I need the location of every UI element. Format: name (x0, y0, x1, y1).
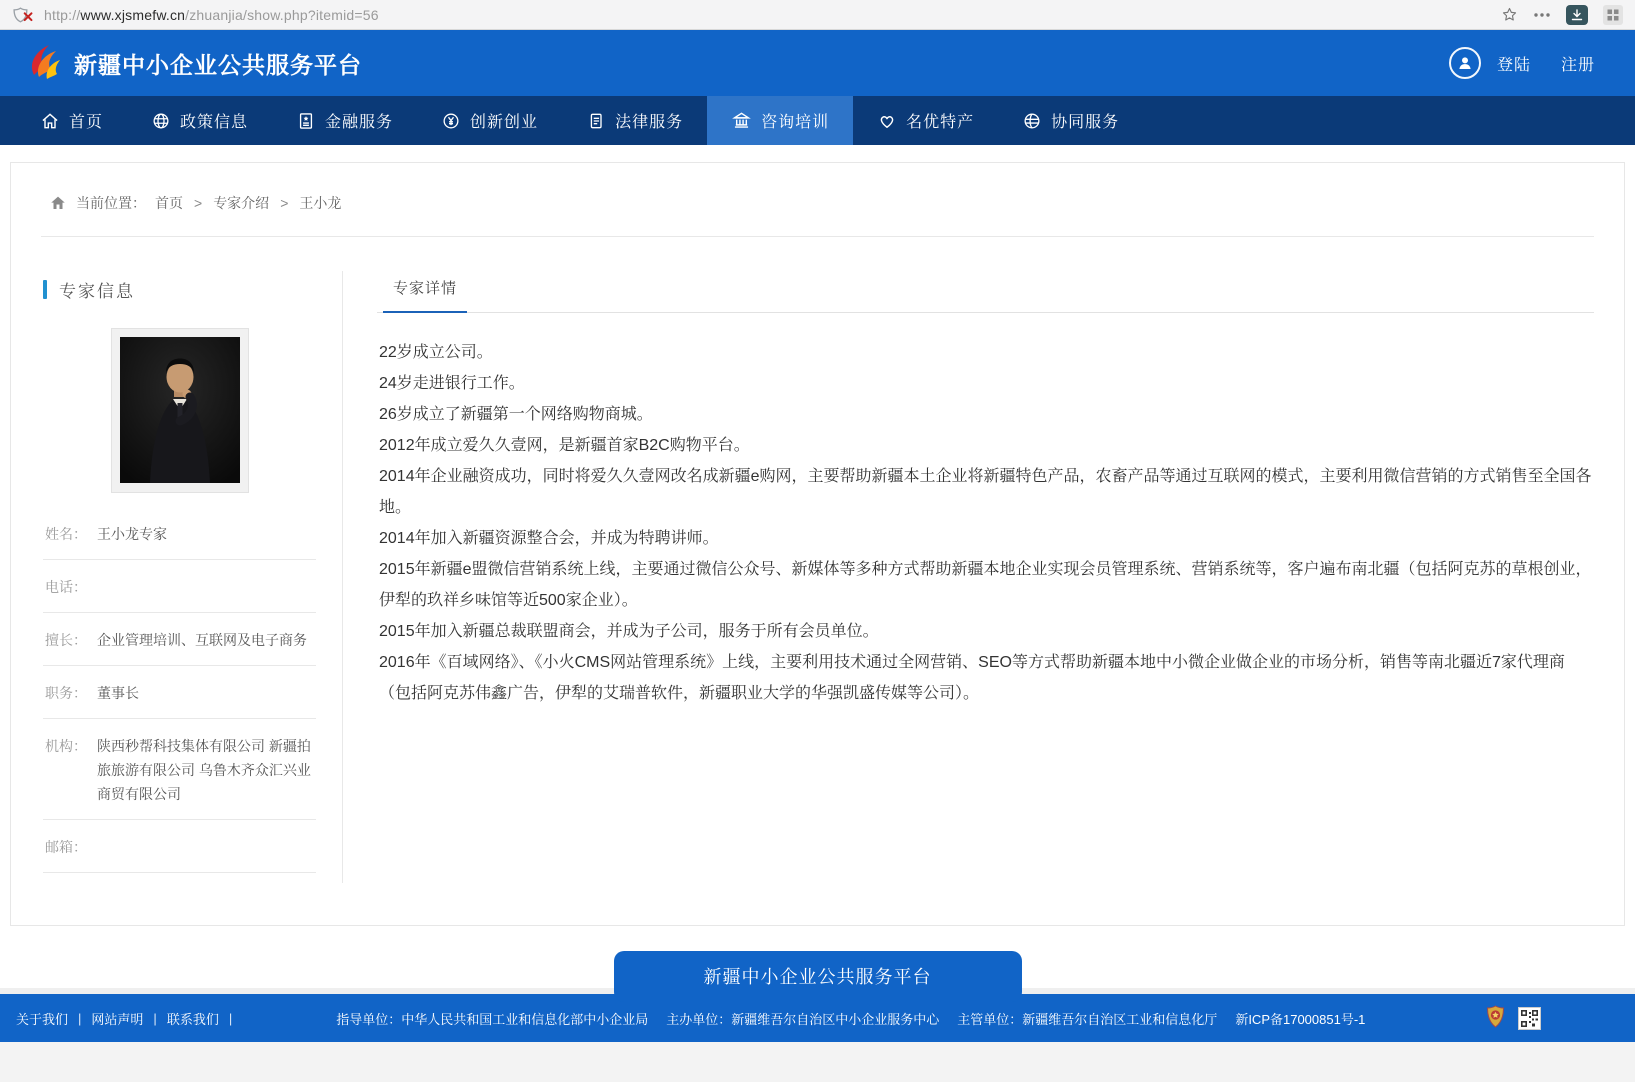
breadcrumb-item-home[interactable]: 首页 (155, 195, 183, 211)
field-email: 邮箱： (43, 820, 316, 873)
accent-bar (43, 280, 47, 299)
footer-links (16, 1009, 232, 1028)
site-logo-flame-icon[interactable] (26, 41, 62, 86)
tab-expert-detail[interactable]: 专家详情 (383, 271, 467, 313)
expert-fields (43, 507, 316, 873)
security-warning-icon[interactable] (12, 6, 34, 24)
yuan-circle-icon (441, 111, 461, 131)
bio-paragraph: 24岁走进银行工作。 (379, 375, 525, 392)
breadcrumb-separator: > (280, 195, 289, 211)
footer-link-statement[interactable]: 网站声明 (91, 1011, 144, 1027)
finance-doc-icon (296, 111, 316, 131)
nav-item-finance-services[interactable] (272, 96, 417, 145)
breadcrumb-home-icon (49, 194, 67, 212)
bio-paragraph: 2014年企业融资成功，同时将爱久久壹网改名成新疆e购网，主要帮助新疆本土企业将新疆特色产品，农畜产品等通过互联网的模式，主要利用微信营销的方式销售至全国各地。 (379, 468, 1592, 516)
field-organization: 机构： 陕西秒帮科技集体有限公司 新疆拍旅旅游有限公司 乌鲁木齐众汇兴业商贸有限公司 (43, 719, 316, 820)
bio-paragraph: 2014年加入新疆资源整合会，并成为特聘讲师。 (379, 530, 719, 547)
nav-label: 金融服务 (325, 114, 394, 131)
browser-actions (1501, 5, 1623, 25)
expert-info-title: 专家信息 (43, 277, 316, 302)
url-path: /zhuanjia/show.php?itemid=56 (185, 6, 379, 23)
bio-paragraph: 2016年《百域网络》、《小火CMS网站管理系统》上线，主要利用技术通过全网营销、SEO等方式帮助新疆本地中小微企业做企业的市场分析，销售等南北疆近7家代理商（包括阿克苏伟鑫广告，伊犁的艾瑞普软件，新疆职业大学的华强凯盛传媒等公司）。 (379, 654, 1565, 702)
more-options-icon[interactable] (1533, 12, 1551, 18)
user-avatar-icon[interactable] (1449, 47, 1481, 79)
apps-grid-icon[interactable] (1603, 5, 1623, 25)
bottom-strip (0, 1042, 1635, 1082)
bio-paragraph: 26岁成立了新疆第一个网络购物商城。 (379, 406, 653, 423)
globe-icon (151, 111, 171, 131)
home-icon (40, 111, 60, 131)
law-doc-icon (586, 111, 606, 131)
url-scheme: http:// (44, 6, 81, 23)
nav-item-home[interactable] (16, 96, 127, 145)
field-phone: 电话： (43, 560, 316, 613)
footer-link-contact[interactable]: 联系我们 (166, 1011, 219, 1027)
field-expertise: 擅长： 企业管理培训、互联网及电子商务 (43, 613, 316, 666)
breadcrumb-separator: > (194, 195, 203, 211)
field-name: 姓名： 王小龙专家 (43, 507, 316, 560)
content-card (10, 162, 1625, 926)
nav-item-consulting-training[interactable] (707, 96, 853, 145)
detail-tab-row (377, 271, 1594, 313)
nav-label: 首页 (69, 114, 104, 131)
breadcrumb-prefix: 当前位置： (76, 195, 146, 211)
heart-icon (877, 111, 897, 131)
footer-icons (1486, 1005, 1619, 1031)
bio-paragraph: 2012年成立爱久久壹网，是新疆首家B2C购物平台。 (379, 437, 750, 454)
nav-item-policy-info[interactable] (127, 96, 272, 145)
expert-biography (377, 313, 1594, 709)
expert-detail-panel (343, 271, 1594, 883)
nav-label: 协同服务 (1051, 114, 1120, 131)
police-badge-icon[interactable] (1486, 1005, 1505, 1031)
breadcrumb-item-experts[interactable]: 专家介绍 (213, 195, 270, 211)
nav-item-specialty-products[interactable] (853, 96, 998, 145)
nav-label: 创新创业 (470, 114, 539, 131)
nav-label: 咨询培训 (761, 114, 830, 131)
breadcrumb-item-current: 王小龙 (299, 195, 342, 211)
footer-info-organizer: 主办单位：新疆维吾尔自治区中小企业服务中心 (666, 1011, 940, 1027)
footer-link-separator: | (228, 1010, 233, 1026)
login-button[interactable]: 登陆 (1496, 56, 1531, 74)
qr-code-icon[interactable] (1518, 1007, 1541, 1030)
site-header (0, 30, 1635, 96)
bio-paragraph: 2015年新疆e盟微信营销系统上线，主要通过微信公众号、新媒体等多种方式帮助新疆本地企业实现会员管理系统、营销系统等，客户遍布南北疆（包括阿克苏的草根创业，伊犁的玖祥乡味馆等近500家企业）。 (379, 561, 1592, 609)
url-domain: www.xjsmefw.cn (80, 6, 186, 23)
bio-paragraph: 2015年加入新疆总裁联盟商会，并成为子公司，服务于所有会员单位。 (379, 623, 879, 640)
footer-info-supervisor: 主管单位：新疆维吾尔自治区工业和信息化厅 (957, 1011, 1218, 1027)
nav-item-innovation[interactable] (417, 96, 562, 145)
main-navigation (0, 96, 1635, 145)
bookmark-star-icon[interactable] (1501, 6, 1518, 23)
footer-info-guidance: 指导单位：中华人民共和国工业和信息化部中小企业局 (336, 1011, 649, 1027)
register-button[interactable]: 注册 (1560, 56, 1595, 74)
expert-photo (111, 328, 249, 493)
nav-label: 法律服务 (615, 114, 684, 131)
expert-info-panel (41, 271, 343, 883)
url-text[interactable] (44, 7, 379, 23)
site-title: 新疆中小企业公共服务平台 (74, 51, 362, 78)
nav-label: 名优特产 (906, 114, 975, 131)
nav-label: 政策信息 (180, 114, 249, 131)
browser-address-bar (0, 0, 1635, 30)
collab-globe-icon (1022, 111, 1042, 131)
nav-item-collaborative-services[interactable] (998, 96, 1143, 145)
nav-item-legal-services[interactable] (562, 96, 707, 145)
field-position: 职务： 董事长 (43, 666, 316, 719)
footer-icp-number: 新ICP备17000851号-1 (1235, 1011, 1366, 1027)
breadcrumb (41, 163, 1594, 237)
user-area (1449, 47, 1609, 79)
download-tray-icon[interactable] (1566, 5, 1588, 25)
bio-paragraph: 22岁成立公司。 (379, 344, 493, 361)
footer-info (336, 1009, 1365, 1028)
footer-banner-title: 新疆中小企业公共服务平台 (614, 951, 1022, 1002)
bank-icon (731, 110, 752, 131)
footer-link-separator: | (153, 1010, 157, 1026)
footer-link-separator: | (78, 1010, 82, 1026)
footer-link-about[interactable]: 关于我们 (16, 1011, 69, 1027)
